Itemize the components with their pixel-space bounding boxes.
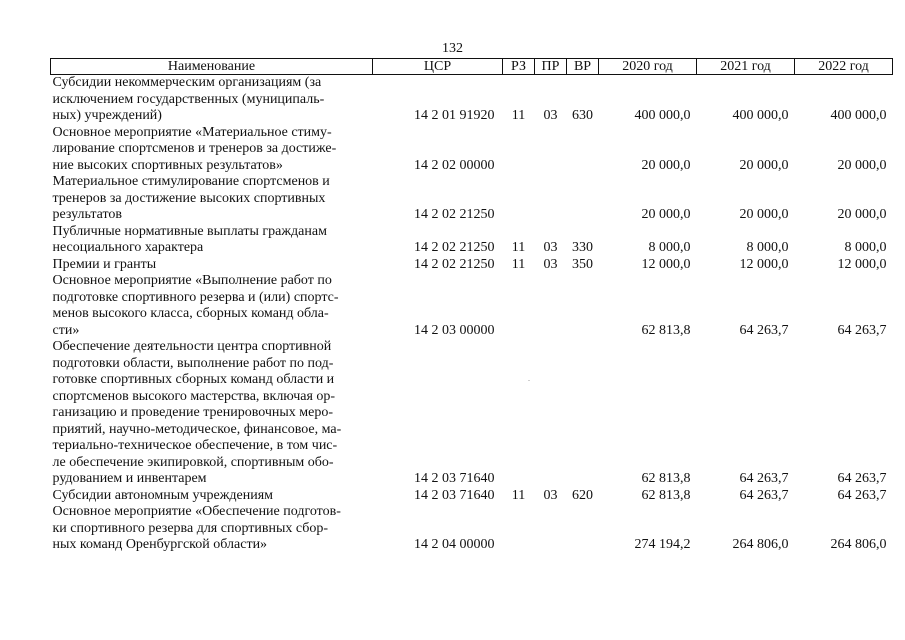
row-2021: 64 263,7: [739, 487, 789, 503]
row-pr: 03: [543, 256, 558, 272]
row-rz: 11: [511, 240, 526, 255]
row-csr: 14 2 04 00000: [414, 537, 495, 552]
header-2021: 2021 год: [697, 59, 795, 75]
table-row: [51, 75, 893, 125]
row-name: [51, 504, 373, 554]
row-name: [51, 339, 373, 488]
row-name-line: подготовки области, выполнение работ по под-: [52, 355, 334, 371]
row-name-line: Основное мероприятие «Выполнение работ по: [52, 273, 332, 288]
table-row: [51, 488, 893, 505]
row-csr: 14 2 03 00000: [414, 322, 495, 338]
table-body: [51, 75, 893, 554]
row-rz: 11: [511, 256, 526, 272]
row-2021: 64 263,7: [739, 471, 789, 486]
table-row: [51, 125, 893, 175]
table-row: [51, 174, 893, 224]
row-pr: 03: [543, 487, 558, 503]
row-2022: 64 263,7: [837, 471, 887, 486]
row-name-line: Основное мероприятие «Обеспечение подготов-: [52, 504, 341, 519]
row-name-line: спортсменов высокого мастерства, включая ор-: [52, 388, 336, 404]
table-row: [51, 257, 893, 274]
table-header-row: [51, 59, 893, 75]
row-csr: 14 2 01 91920: [414, 108, 495, 123]
row-2020: 274 194,2: [634, 537, 691, 552]
row-pr: [535, 125, 567, 175]
row-name-line: подготовке спортивного резерва и (или) спортс-: [52, 289, 339, 305]
row-2021: 12 000,0: [739, 256, 789, 272]
row-name: [51, 488, 373, 505]
table-row: [51, 339, 893, 488]
row-rz: 11: [511, 487, 526, 503]
row-rz: [503, 174, 535, 224]
row-rz: 11: [511, 108, 526, 123]
row-2021: 8 000,0: [746, 240, 789, 255]
row-name-line: ки спортивного резерва для спортивных сбор-: [52, 520, 329, 536]
row-2020: 8 000,0: [648, 240, 691, 255]
row-name-line: тренеров за достижение высоких спортивных: [52, 190, 326, 206]
row-name: [51, 174, 373, 224]
row-name-line: исключением государственных (муниципаль-: [52, 91, 325, 107]
header-2020: 2020 год: [599, 59, 697, 75]
row-vr: [567, 125, 599, 175]
row-pr: [535, 339, 567, 488]
row-vr: 630: [572, 108, 593, 123]
table-row: [51, 504, 893, 554]
row-name-line: приятий, научно-методическое, финансовое, ма-: [52, 421, 342, 437]
row-rz: [503, 273, 535, 339]
row-2021: 20 000,0: [739, 157, 789, 173]
budget-table: [50, 58, 893, 554]
row-name-line: Субсидии автономным учреждениям: [52, 487, 274, 503]
row-name-line: результатов: [52, 207, 123, 222]
row-2020: 62 813,8: [641, 471, 691, 486]
row-name-line: Субсидии некоммерческим организациям (за: [52, 75, 322, 90]
row-rz: [503, 339, 535, 488]
row-2020: 400 000,0: [634, 108, 691, 123]
row-name-line: ле обеспечение экипировкой, спортивным обо-: [52, 454, 334, 470]
row-csr: 14 2 03 71640: [414, 471, 495, 486]
header-csr: ЦСР: [373, 59, 503, 75]
row-vr: 620: [572, 487, 593, 503]
row-name-line: ние высоких спортивных результатов»: [52, 157, 283, 173]
row-2022: 12 000,0: [837, 256, 887, 272]
row-2022: 400 000,0: [830, 108, 887, 123]
row-2020: 12 000,0: [641, 256, 691, 272]
row-name-line: териально-техническое обеспечение, в том чис-: [52, 438, 338, 453]
row-csr: 14 2 03 71640: [414, 487, 495, 503]
row-csr: 14 2 02 00000: [414, 157, 495, 173]
row-csr: 14 2 02 21250: [414, 240, 495, 255]
scan-speck: [528, 380, 530, 381]
row-name-line: ных) учреждений): [52, 108, 162, 123]
row-name-line: рудованием и инвентарем: [52, 471, 207, 486]
header-rz: РЗ: [503, 59, 535, 75]
header-2022: 2022 год: [795, 59, 893, 75]
row-name: [51, 224, 373, 257]
row-name-line: несоциального характера: [52, 240, 204, 255]
row-vr: [567, 504, 599, 554]
row-name-line: Основное мероприятие «Материальное стиму-: [52, 124, 332, 140]
row-name-line: Обеспечение деятельности центра спортивной: [52, 339, 332, 354]
header-vr: ВР: [567, 59, 599, 75]
row-csr: 14 2 02 21250: [414, 207, 495, 222]
row-2022: 20 000,0: [837, 157, 887, 173]
row-name-line: сти»: [52, 322, 80, 338]
row-vr: 350: [572, 256, 593, 272]
row-vr: [567, 339, 599, 488]
row-name-line: Материальное стимулирование спортсменов и: [52, 174, 330, 189]
row-name: [51, 273, 373, 339]
row-2020: 20 000,0: [641, 157, 691, 173]
row-2022: 64 263,7: [837, 487, 887, 503]
row-rz: [503, 125, 535, 175]
row-2021: 20 000,0: [739, 207, 789, 222]
row-2021: 400 000,0: [732, 108, 789, 123]
row-pr: [535, 174, 567, 224]
row-2020: 62 813,8: [641, 322, 691, 338]
row-rz: [503, 504, 535, 554]
row-2021: 64 263,7: [739, 322, 789, 338]
table-row: [51, 273, 893, 339]
row-name-line: менов высокого класса, сборных команд обла-: [52, 306, 329, 321]
row-name: [51, 75, 373, 125]
row-name: [51, 125, 373, 175]
row-2020: 62 813,8: [641, 487, 691, 503]
row-2022: 20 000,0: [837, 207, 887, 222]
row-pr: 03: [543, 240, 558, 255]
row-pr: [535, 273, 567, 339]
row-name-line: Публичные нормативные выплаты гражданам: [52, 223, 327, 239]
row-pr: 03: [543, 108, 558, 123]
row-vr: [567, 273, 599, 339]
row-2021: 264 806,0: [732, 537, 789, 552]
row-2020: 20 000,0: [641, 207, 691, 222]
row-pr: [535, 504, 567, 554]
row-name-line: лирование спортсменов и тренеров за достиже-: [52, 141, 337, 156]
row-name-line: ганизацию и проведение тренировочных меро-: [52, 405, 334, 420]
row-name-line: готовке спортивных сборных команд области и: [52, 372, 335, 387]
row-name-line: Премии и гранты: [52, 256, 157, 272]
row-name: [51, 257, 373, 274]
row-2022: 264 806,0: [830, 537, 887, 552]
header-name: Наименование: [51, 59, 373, 75]
row-vr: 330: [572, 240, 593, 255]
header-pr: ПР: [535, 59, 567, 75]
table-row: [51, 224, 893, 257]
page-number: 132: [442, 41, 463, 56]
row-name-line: ных команд Оренбургской области»: [52, 537, 268, 552]
row-2022: 8 000,0: [844, 240, 887, 255]
row-csr: 14 2 02 21250: [414, 256, 495, 272]
row-vr: [567, 174, 599, 224]
row-2022: 64 263,7: [837, 322, 887, 338]
